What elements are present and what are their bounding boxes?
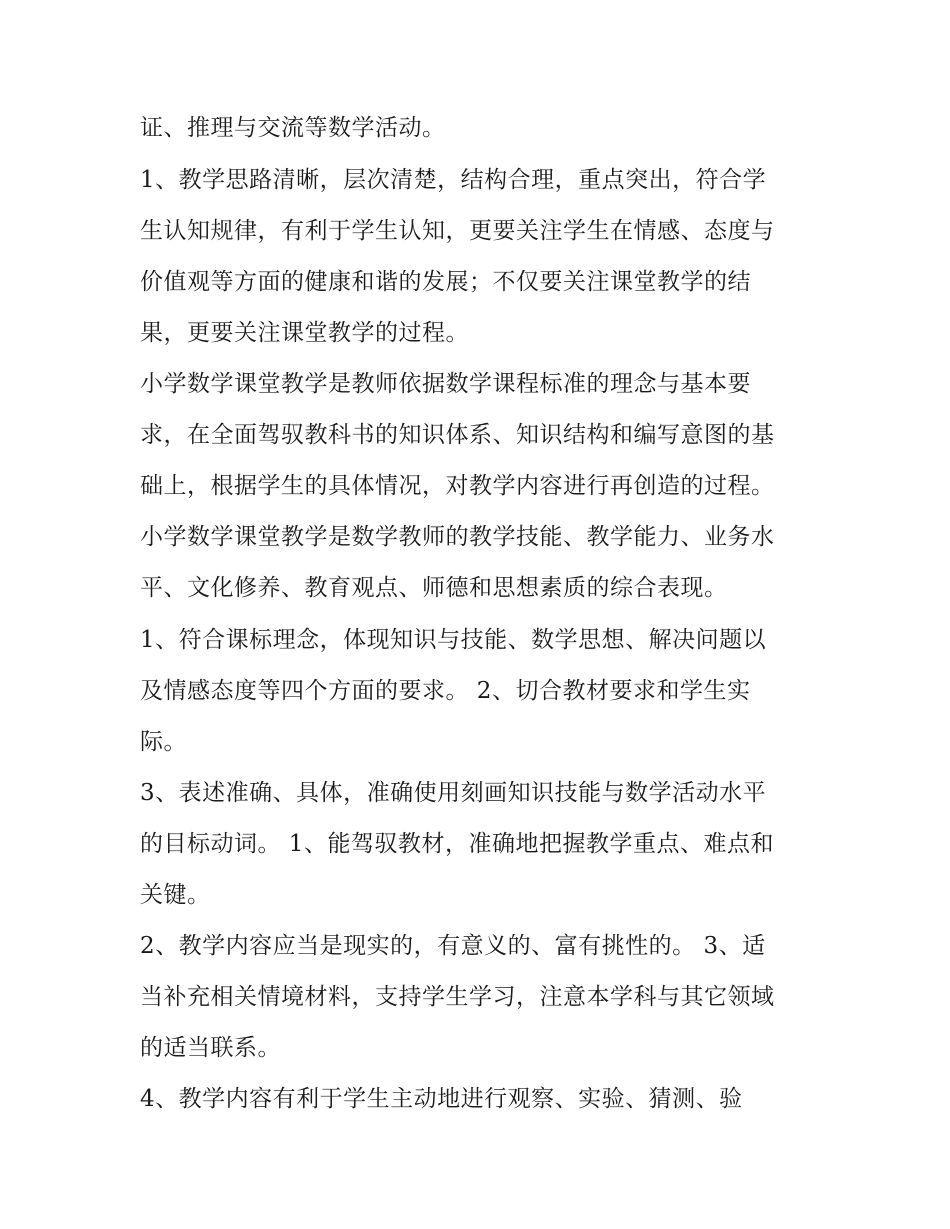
text-line: 2、教学内容应当是现实的，有意义的、富有挑性的。 3、适 bbox=[140, 933, 766, 959]
text-line: 础上，根据学生的具体情况，对教学内容进行再创造的过程。 bbox=[140, 473, 775, 499]
text-line: 关键。 bbox=[140, 882, 211, 908]
text-line: 证、推理与交流等数学活动。 bbox=[140, 115, 446, 141]
text-line: 3、表述准确、具体，准确使用刻画知识技能与数学活动水平 bbox=[140, 780, 767, 806]
text-line: 及情感态度等四个方面的要求。 2、切合教材要求和学生实 bbox=[140, 678, 751, 704]
text-line: 生认知规律，有利于学生认知，更要关注学生在情感、态度与 bbox=[140, 218, 775, 244]
text-line: 果，更要关注课堂教学的过程。 bbox=[140, 320, 469, 346]
text-line: 求，在全面驾驭教科书的知识体系、知识结构和编写意图的基 bbox=[140, 422, 775, 448]
text-line: 的目标动词。 1、能驾驭教材，准确地把握教学重点、难点和 bbox=[140, 831, 774, 857]
text-line: 小学数学课堂教学是教师依据数学课程标准的理念与基本要 bbox=[140, 371, 751, 397]
text-line: 价值观等方面的健康和谐的发展；不仅要关注课堂教学的结 bbox=[140, 269, 751, 295]
text-line: 平、文化修养、教育观点、师德和思想素质的综合表现。 bbox=[140, 575, 728, 601]
text-line: 当补充相关情境材料，支持学生学习，注意本学科与其它领域 bbox=[140, 984, 775, 1010]
text-line: 的适当联系。 bbox=[140, 1035, 281, 1061]
text-line: 1、符合课标理念，体现知识与技能、数学思想、解决问题以 bbox=[140, 627, 767, 653]
text-line: 际。 bbox=[140, 729, 187, 755]
text-line: 1、教学思路清晰，层次清楚，结构合理，重点突出，符合学 bbox=[140, 167, 767, 193]
text-line: 4、教学内容有利于学生主动地进行观察、实验、猜测、验 bbox=[140, 1086, 743, 1112]
text-line: 小学数学课堂教学是数学教师的教学技能、教学能力、业务水 bbox=[140, 524, 775, 550]
